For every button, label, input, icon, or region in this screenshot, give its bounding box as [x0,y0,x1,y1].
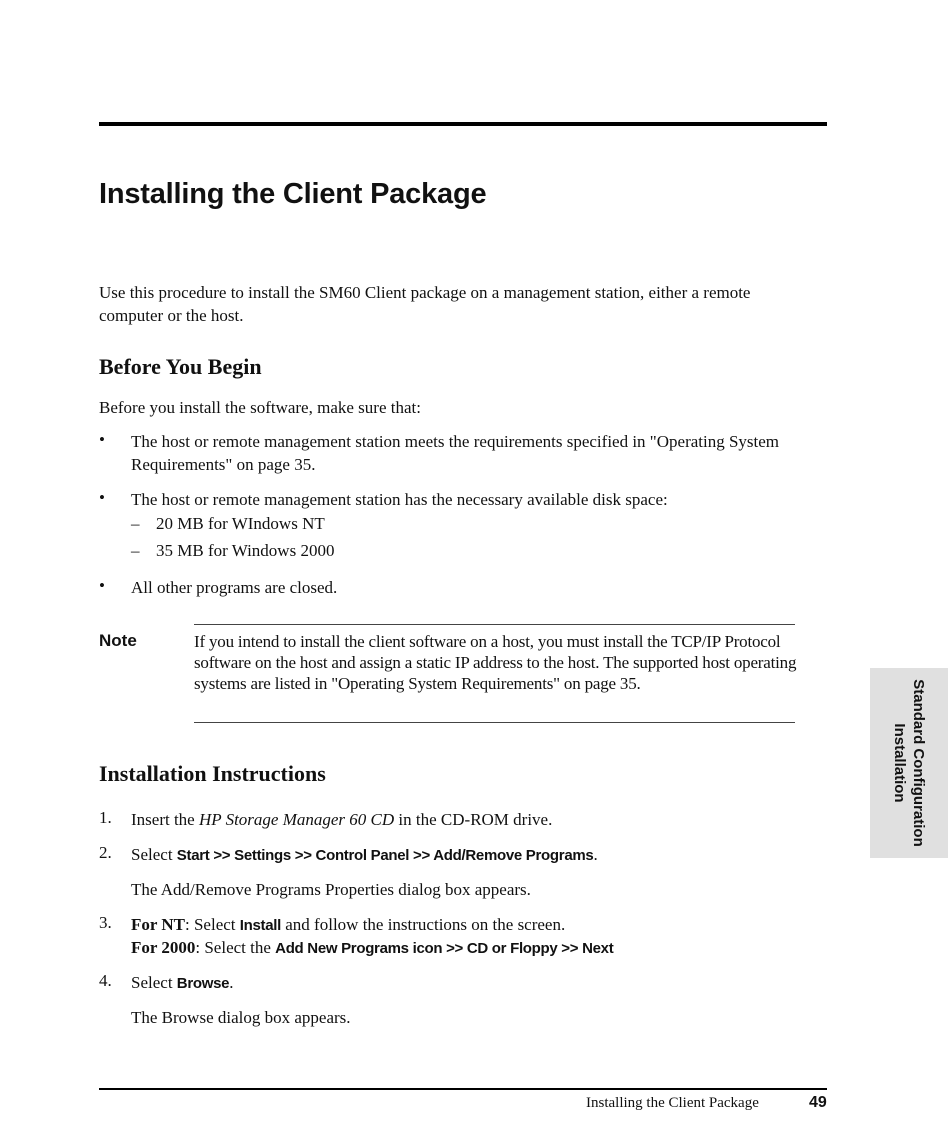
page-title: Installing the Client Package [99,178,487,210]
page-number: 49 [809,1094,827,1111]
note-top-rule [194,624,795,625]
dash-marker: – [131,541,140,560]
os-label: For NT [131,915,185,934]
top-rule [99,122,827,126]
step-4-result: The Browse dialog box appears. [131,1008,351,1027]
cd-title: HP Storage Manager 60 CD [198,810,395,829]
footer-title: Installing the Client Package [586,1095,759,1111]
step-number: 1. [99,808,112,827]
step-text: Insert the [131,810,199,829]
chapter-side-tab-label [870,668,948,858]
dash-marker: – [131,514,140,533]
step-number: 4. [99,971,112,990]
step-1-text [131,808,552,831]
step-text: Select [131,845,177,864]
note-text: If you intend to install the client software on a host, you must install the TCP/IP Protocol software on the host and assign a static IP address to the host. The supported host operating systems are listed in "Operating System Requirements" on page 35. [194,632,797,693]
step-4-text [131,971,233,995]
os-label: For 2000 [131,938,196,957]
bullet-marker: • [99,576,105,595]
step-number: 2. [99,843,112,862]
step-text: : Select [185,915,240,934]
step-text: . [229,973,234,992]
menu-path: Add New Programs icon >> CD or Floppy >> Next [275,940,614,957]
step-text: . [593,845,598,864]
list-item: The host or remote management station has the necessary available disk space: [131,490,668,509]
list-item: All other programs are closed. [131,578,338,597]
list-item: The host or remote management station meets the requirements specified in "Operating System Requirements" on page 35. [131,432,780,474]
step-2-text [131,843,598,867]
step-2-result: The Add/Remove Programs Properties dialog box appears. [131,880,531,899]
side-tab-line: Installation [891,723,908,803]
intro-paragraph: Use this procedure to install the SM60 Client package on a management station, either a remote computer or the host. [99,283,751,325]
bullet-marker: • [99,488,105,507]
footer-rule [99,1088,827,1090]
bullet-marker: • [99,430,105,449]
menu-path: Browse [176,975,230,992]
before-you-begin-heading: Before You Begin [99,354,262,379]
step-text: : Select the [195,938,276,957]
note-label: Note [99,631,137,650]
note-bottom-rule [194,722,795,723]
step-number: 3. [99,913,112,932]
side-tab-line: Standard Configuration [910,679,927,847]
installation-instructions-heading: Installation Instructions [99,761,326,786]
step-text: in the CD-ROM drive. [394,810,553,829]
disk-space-item: 20 MB for WIndows NT [156,514,325,533]
chapter-side-tab [870,668,948,858]
step-text: Select [131,973,177,992]
step-3-2000-text [131,936,613,960]
step-3-nt-text [131,913,565,937]
before-lead-text: Before you install the software, make sure that: [99,398,421,417]
menu-path: Install [239,917,282,934]
menu-path: Start >> Settings >> Control Panel >> Add/Remove Programs [176,847,594,864]
step-text: and follow the instructions on the screen. [281,915,566,934]
disk-space-item: 35 MB for Windows 2000 [156,541,335,560]
